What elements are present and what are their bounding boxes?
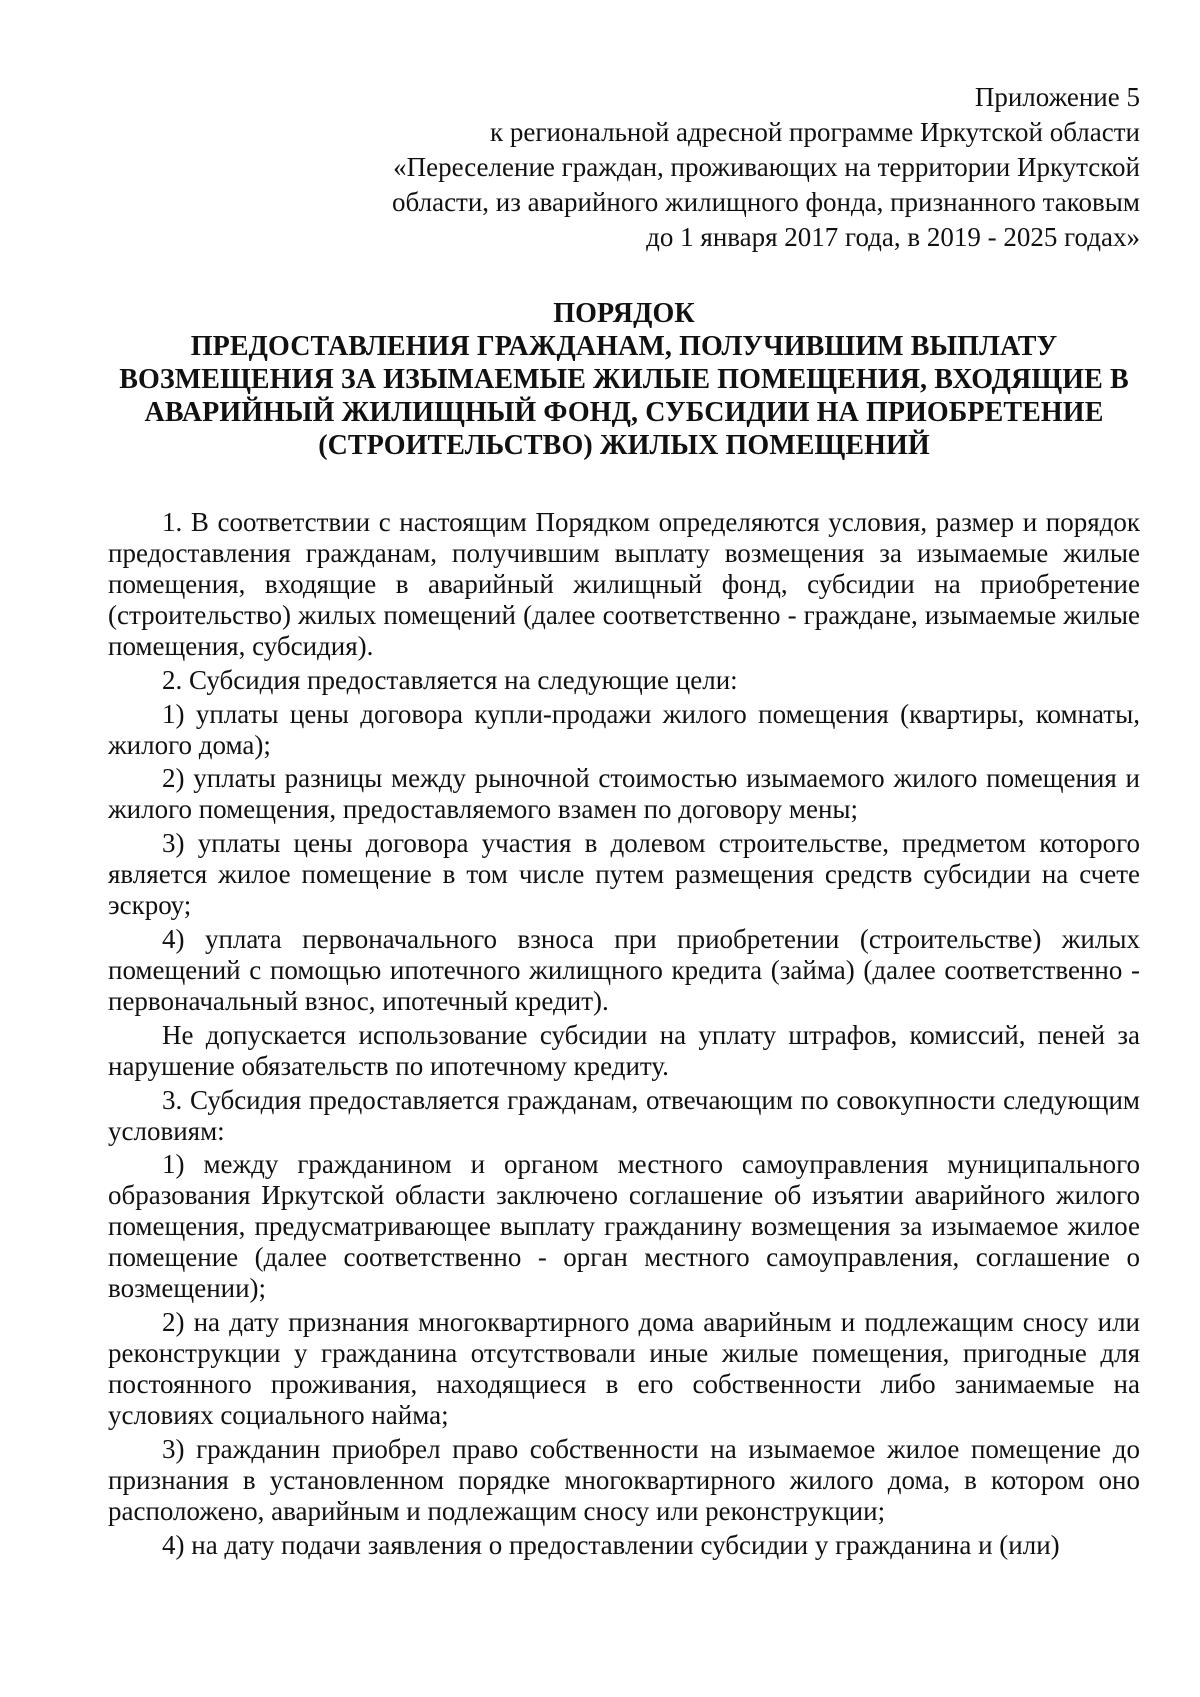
paragraph: 3. Субсидия предоставляется гражданам, отвечающим по совокупности следующим условиям:: [108, 1084, 1140, 1146]
appendix-line: «Переселение граждан, проживающих на территории Иркутской: [393, 152, 1140, 182]
document-title: [108, 297, 1140, 462]
paragraph: 3) уплаты цены договора участия в долевом строительстве, предметом которого является жилое помещение в том числе путем размещения средств субсидии на счете эскроу;: [108, 828, 1140, 921]
paragraph: 2. Субсидия предоставляется на следующие цели:: [162, 664, 738, 695]
appendix-line: к региональной адресной программе Иркутской области: [490, 117, 1140, 147]
title-line: ПОРЯДОК: [553, 298, 695, 329]
paragraph: 2) уплаты разницы между рыночной стоимостью изымаемого жилого помещения и жилого помещения, предоставляемого взамен по договору мены;: [108, 763, 1140, 825]
paragraph: 1) между гражданином и органом местного самоуправления муниципального образования Иркутской области заключено соглашение об изъятии аварийного жилого помещения, предусматривающее выплату гражданину возмещения за изымаемое жилое помещение (далее соответственно - орган местного самоуправления, соглашение о возмещении);: [108, 1149, 1140, 1304]
paragraph: 4) уплата первоначального взноса при приобретении (строительстве) жилых помещений с помощью ипотечного жилищного кредита (займа) (далее соответственно - первоначальный взнос, ипотечный кредит).: [108, 923, 1140, 1016]
paragraph: 3) гражданин приобрел право собственности на изымаемое жилое помещение до признания в установленном порядке многоквартирного жилого дома, в котором оно расположено, аварийным и подлежащим сносу или реконструкции;: [108, 1433, 1140, 1526]
appendix-header: [108, 80, 1140, 255]
paragraph: 1) уплаты цены договора купли-продажи жилого помещения (квартиры, комнаты, жилого дома);: [108, 698, 1140, 760]
paragraph: 2) на дату признания многоквартирного дома аварийным и подлежащим сносу или реконструкции у гражданина отсутствовали иные жилые помещения, пригодные для постоянного проживания, находящиеся в его собственности либо занимаемые на условиях социального найма;: [108, 1307, 1140, 1431]
title-line: ПРЕДОСТАВЛЕНИЯ ГРАЖДАНАМ, ПОЛУЧИВШИМ ВЫПЛАТУ: [190, 331, 1058, 362]
title-line: АВАРИЙНЫЙ ЖИЛИЩНЫЙ ФОНД, СУБСИДИИ НА ПРИОБРЕТЕНИЕ: [144, 397, 1104, 428]
title-line: ВОЗМЕЩЕНИЯ ЗА ИЗЫМАЕМЫЕ ЖИЛЫЕ ПОМЕЩЕНИЯ, ВХОДЯЩИЕ В: [119, 364, 1129, 395]
title-line: (СТРОИТЕЛЬСТВО) ЖИЛЫХ ПОМЕЩЕНИЙ: [318, 430, 930, 461]
document-page: [108, 80, 1140, 1561]
document-body: [108, 507, 1140, 1561]
appendix-line: Приложение 5: [974, 82, 1140, 112]
paragraph: 1. В соответствии с настоящим Порядком определяются условия, размер и порядок предоставления гражданам, получившим выплату возмещения за изымаемые жилые помещения, входящие в аварийный жилищный фонд, субсидии на приобретение (строительство) жилых помещений (далее соответственно - граждане, изымаемые жилые помещения, субсидия).: [108, 507, 1140, 661]
paragraph: Не допускается использование субсидии на уплату штрафов, комиссий, пеней за нарушение обязательств по ипотечному кредиту.: [108, 1019, 1140, 1081]
paragraph: 4) на дату подачи заявления о предоставлении субсидии у гражданина и (или): [162, 1529, 1060, 1560]
appendix-line: области, из аварийного жилищного фонда, признанного таковым: [392, 187, 1140, 217]
appendix-line: до 1 января 2017 года, в 2019 - 2025 годах»: [646, 222, 1140, 252]
